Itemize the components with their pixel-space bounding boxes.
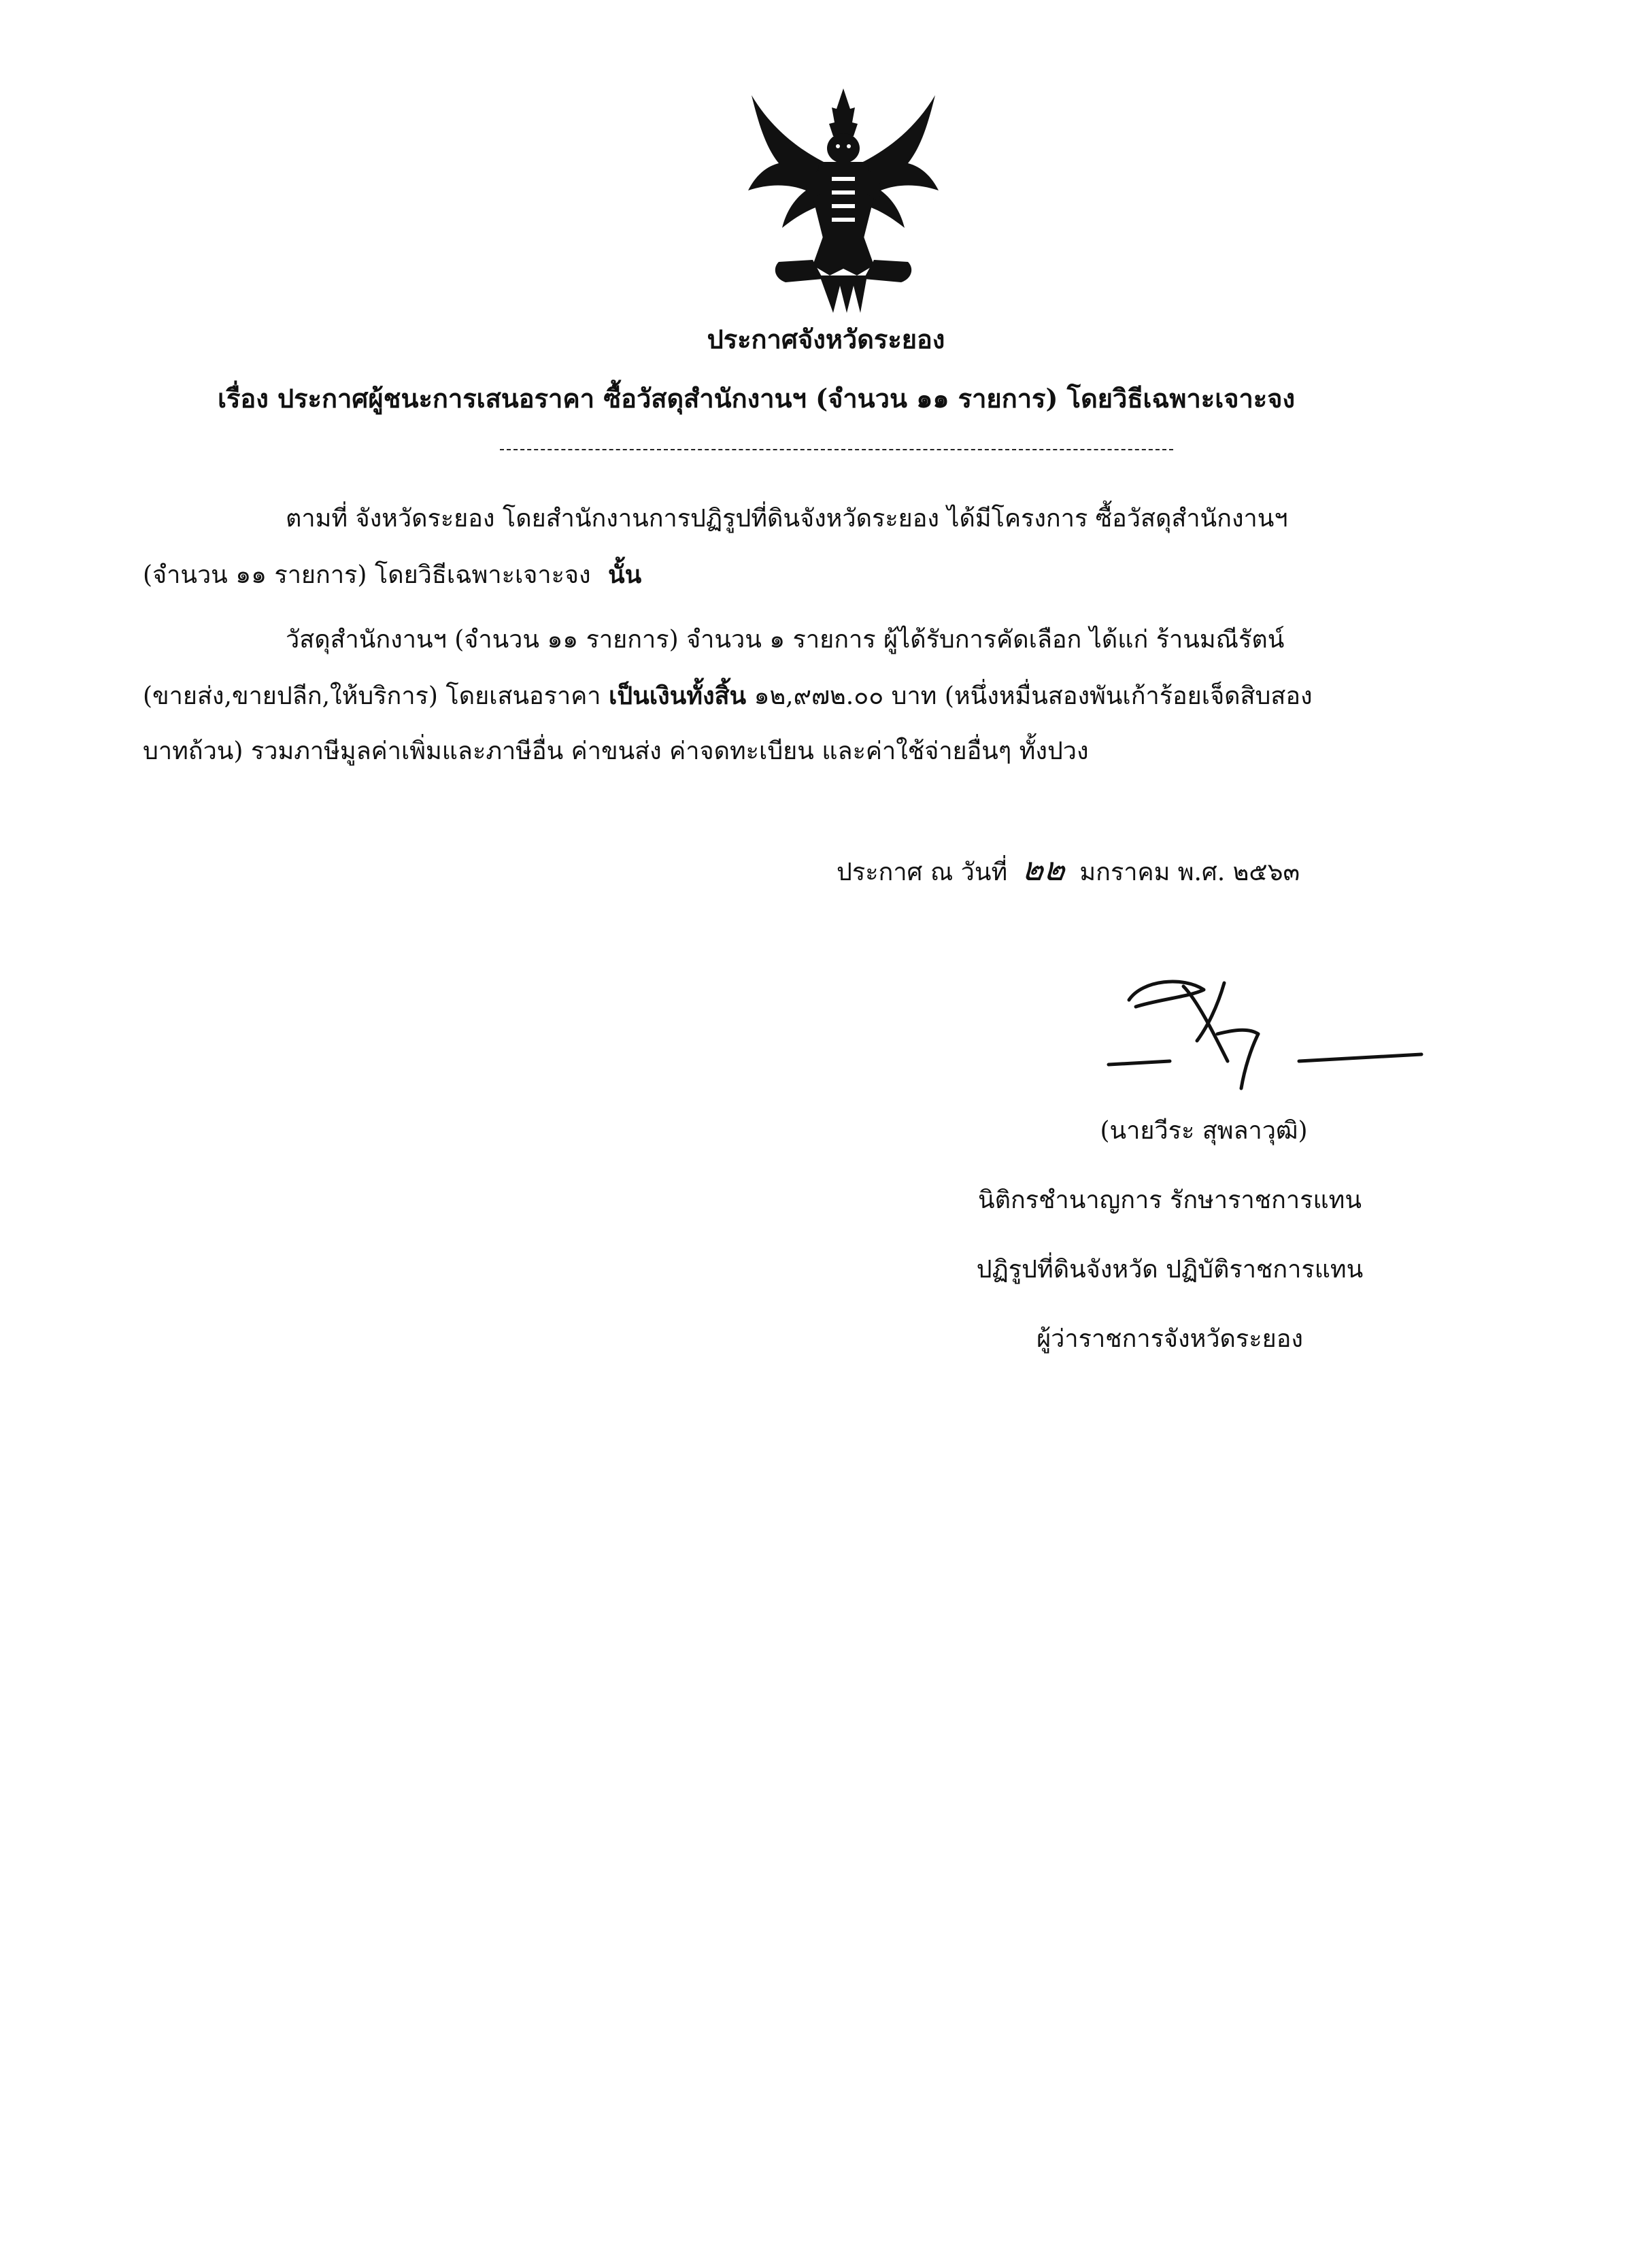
date-day-handwritten: ๒๒: [1019, 850, 1068, 888]
announcement-date: [837, 850, 1300, 888]
signatory-name: (นายวีระ สุพลาวุฒิ): [1100, 1117, 1308, 1145]
date-suffix: มกราคม พ.ศ. ๒๕๖๓: [1079, 858, 1300, 886]
signatory-position-line-3: ผู้ว่าราชการจังหวัดระยอง: [1036, 1325, 1303, 1353]
signatory-position-line-1: นิติกรชำนาญการ รักษาราชการแทน: [977, 1186, 1362, 1214]
total-amount-label: เป็นเงินทั้งสิ้น: [608, 682, 747, 710]
paragraph-1-line-2-text: (จำนวน ๑๑ รายการ) โดยวิธีเฉพาะเจาะจง: [143, 561, 591, 589]
paragraph-1-emphasis: นั้น: [608, 561, 642, 589]
signatory-position-line-2: ปฏิรูปที่ดินจังหวัด ปฏิบัติราชการแทน: [976, 1256, 1364, 1284]
date-prefix: ประกาศ ณ วันที่: [837, 858, 1008, 886]
total-amount-value: ๑๒,๙๗๒.๐๐ บาท (หนึ่งหมื่นสองพันเก้าร้อยเจ็ดสิบสอง: [754, 682, 1313, 710]
announcement-subject: เรื่อง ประกาศผู้ชนะการเสนอราคา ซื้อวัสดุสำนักงานฯ (จำนวน ๑๑ รายการ) โดยวิธีเฉพาะเจาะจง: [218, 383, 1296, 414]
paragraph-2-line-3: บาทถ้วน) รวมภาษีมูลค่าเพิ่มและภาษีอื่น ค่าขนส่ง ค่าจดทะเบียน และค่าใช้จ่ายอื่นๆ ทั้งปวง: [143, 737, 1089, 765]
announcement-title: ประกาศจังหวัดระยอง: [707, 324, 945, 354]
paragraph-2-line-1: วัสดุสำนักงานฯ (จำนวน ๑๑ รายการ) จำนวน ๑ รายการ ผู้ได้รับการคัดเลือก ได้แก่ ร้านมณีรัตน์: [286, 626, 1285, 654]
paragraph-2-line-2-text: (ขายส่ง,ขายปลีก,ให้บริการ) โดยเสนอราคา: [143, 682, 601, 710]
paragraph-1-line-2: [143, 559, 641, 591]
garuda-emblem-icon: [738, 82, 949, 316]
divider: [500, 449, 1173, 450]
signature-icon: [1081, 959, 1435, 1095]
paragraph-2-line-2: [143, 680, 1313, 712]
paragraph-1-line-1: ตามที่ จังหวัดระยอง โดยสำนักงานการปฏิรูปที่ดินจังหวัดระยอง ได้มีโครงการ ซื้อวัสดุสำนักงานฯ: [286, 505, 1288, 533]
